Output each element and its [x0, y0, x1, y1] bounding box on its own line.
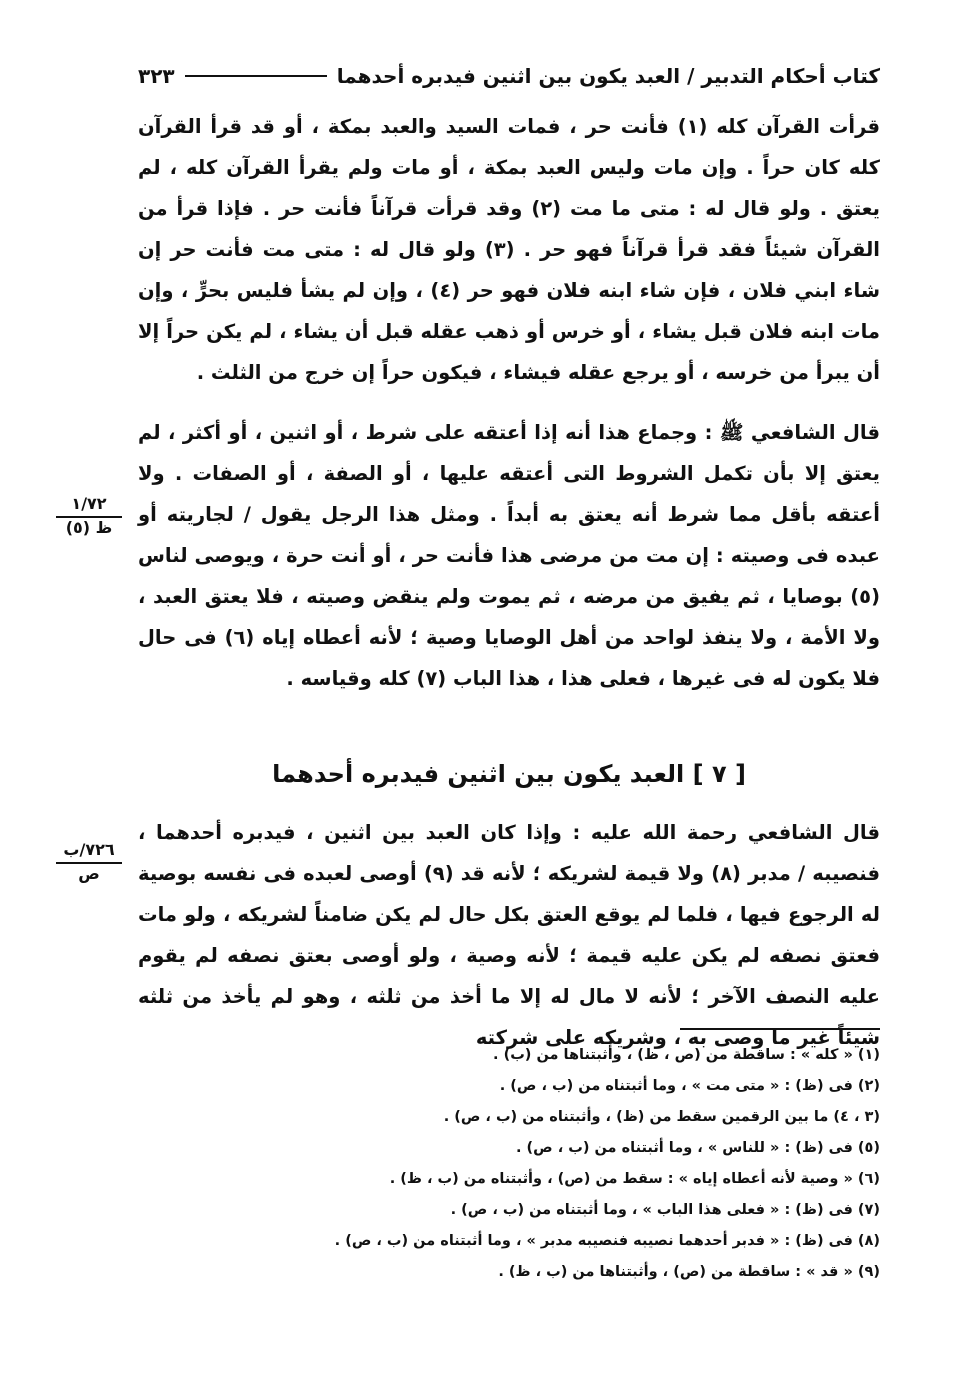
paragraph-1	[138, 106, 880, 393]
margin-note-1-bottom: ظ (٥)	[65, 518, 113, 537]
footnote-2: (٢) فى (ظ) : « متى مت » ، وما أثبتناه من (ب ، ص) .	[499, 1078, 880, 1094]
paragraph-1-text: قرأت القرآن كله (١) فأنت حر ، فمات السيد والعبد بمكة ، أو قد قرأ القرآن كله كان حراً . وإن مات وليس العبد بمكة ، أو مات ولم يقرأ القرآن كله ، لم يعتق . ولو قال له : متى ما مت (٢) وقد قرأت قرآناً فأنت حر . فإذا قرأ من القرآن شيئاً فقد قرأ قرآناً فهو حر . (٣) ولو قال له : متى مت فأنت حر إن شاء ابني فلان ، فإن شاء ابنه فلان فهو حر (٤) ، وإن لم يشأ فليس بحرٍّ ، وإن مات ابنه فلان قبل يشاء ، أو خرس أو ذهب عقله قبل أن يشاء ، لم يكن حراً إلا أن يبرأ من خرسه ، أو يرجع عقله فيشاء ، فيكون حراً إن خرج من الثلث .	[138, 115, 880, 384]
paragraph-2	[138, 412, 880, 699]
margin-note-1	[56, 494, 122, 538]
footnote-5: (٥) فى (ظ) : « للناس » ، وما أثبتناه من (ب ، ص) .	[515, 1140, 880, 1156]
header-rule	[185, 75, 327, 77]
running-header	[138, 58, 880, 94]
paragraph-3	[138, 812, 880, 1058]
footnotes-list	[138, 1040, 880, 1288]
footnote-9: (٩) « قد » : ساقطة من (ص) ، وأثبتناها من (ب ، ظ) .	[498, 1264, 880, 1280]
footnote-3-4: (٣ ، ٤) ما بين الرقمين سقط من (ظ) ، وأثبتناه من (ب ، ص) .	[443, 1109, 880, 1125]
footnote-divider	[680, 1028, 880, 1030]
section-heading: [ ٧ ] العبد يكون بين اثنين فيدبره أحدهما	[272, 760, 746, 788]
margin-note-2	[56, 840, 122, 884]
footnote-8: (٨) فى (ظ) : « فدبر أحدهما نصيبه فنصيبه مدبر » ، وما أثبتناه من (ب ، ص) .	[334, 1233, 880, 1249]
paragraph-2-lead: قال الشافعي ﷺ :	[704, 421, 881, 444]
paragraph-2-text: وجماع هذا أنه إذا أعتقه على شرط ، أو اثنين ، أو أكثر ، لم يعتق إلا بأن تكمل الشروط التى أعتقه عليها ، أو الصفة ، أو الصفات . ولا أعتقه بأقل مما شرط أنه يعتق به أبداً . ومثل هذا الرجل يقول / لجاريته أو عبده فى وصيته : إن مت من مرضى هذا فأنت حر ، أو أنت حرة ، ويوصى لناس (٥) بوصايا ، ثم يفيق من مرضه ، ثم يموت ولم ينقض وصيته ، فلا يعتق العبد ، ولا الأمة ، ولا ينفذ لواحد من أهل الوصايا وصية ؛ لأنه أعطاه إياه (٦) فى حال فلا يكون له فى غيرها ، فعلى هذا ، هذا الباب (٧) كله وقياسه .	[138, 421, 880, 690]
paragraph-3-text: رحمة الله عليه : وإذا كان العبد بين اثنين ، فيدبره أحدهما ، فنصيبه / مدبر (٨) ولا قيمة لشريكه ؛ لأنه قد (٩) أوصى لعبده فى نفسه بوصية له الرجوع فيها ، فلما لم يوقع العتق بكل حال لم يكن ضامناً لشريكه ، ولو مات فعتق نصفه لم يكن عليه قيمة ؛ لأنه وصية ، ولو أوصى بعتق نصفه لم يقوم عليه النصف الآخر ؛ لأنه لا مال له إلا ما أخذ من ثلثه ، وهو لم يأخذ من ثلثه شيئاً غير ما وصى به ، وشريكه على شركته	[138, 821, 880, 1049]
footnote-6: (٦) « وصية لأنه أعطاه إياه » : سقط من (ص) ، وأثبتناه من (ب ، ظ) .	[389, 1171, 880, 1187]
paragraph-3-lead: قال الشافعي	[747, 821, 880, 844]
header-title: كتاب أحكام التدبير / العبد يكون بين اثنين فيدبره أحدهما	[336, 64, 880, 88]
footnote-1: (١) « كله » : ساقطة من (ص ، ظ) ، وأثبتناها من (ب) .	[493, 1047, 880, 1063]
margin-note-1-top: ١/٧٢	[56, 494, 122, 518]
footnote-7: (٧) فى (ظ) : « فعلى هذا الباب » ، وما أثبتناه من (ب ، ص) .	[450, 1202, 880, 1218]
margin-note-2-top: ٧٢٦/ب	[56, 840, 122, 864]
margin-note-2-bottom: ص	[78, 864, 100, 883]
page-number: ٣٢٣	[138, 64, 175, 88]
